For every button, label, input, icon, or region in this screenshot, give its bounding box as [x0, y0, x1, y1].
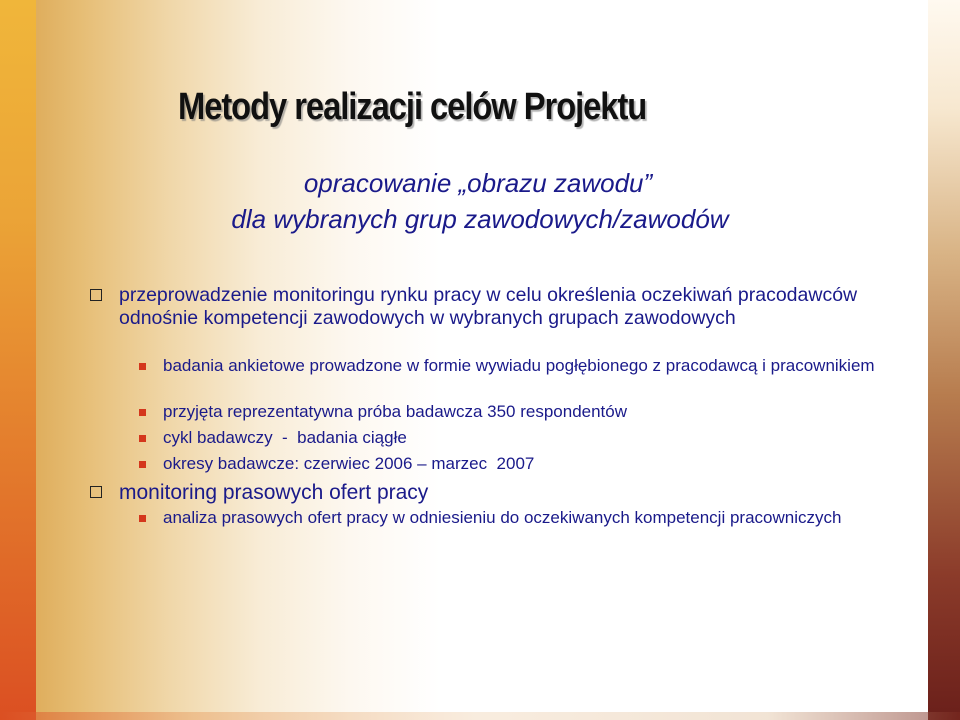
subtitle-line-1: opracowanie „obrazu zawodu”	[303, 168, 653, 198]
right-decorative-bar	[928, 0, 960, 720]
bullet-item-2	[90, 481, 890, 505]
sub-bullet-2-1-text: analiza prasowych ofert pracy w odniesieniu do oczekiwanych kompetencji pracowniczych	[163, 508, 842, 527]
sub-bullet-1-4-text: okresy badawcze: czerwiec 2006 – marzec 2007	[163, 454, 535, 473]
hollow-square-icon	[90, 289, 102, 301]
filled-square-icon	[139, 435, 146, 442]
sub-bullet-1-1	[139, 356, 899, 396]
filled-square-icon	[139, 409, 146, 416]
sub-bullet-1-4	[139, 454, 899, 474]
sub-bullet-2-1	[139, 508, 899, 548]
bullet-item-2-text: monitoring prasowych ofert pracy	[119, 481, 429, 504]
bullet-item-1-text: przeprowadzenie monitoringu rynku pracy w celu określenia oczekiwań pracodawców odnośnie kompetencji zawodowych w wybranych grupach zawodowych	[119, 284, 858, 329]
sub-bullet-1-3	[139, 428, 899, 448]
filled-square-icon	[139, 363, 146, 370]
sub-bullet-1-3-text: cykl badawczy - badania ciągłe	[163, 428, 407, 447]
sub-bullet-1-2-text: przyjęta reprezentatywna próba badawcza 350 respondentów	[163, 402, 628, 421]
subtitle-line-2: dla wybranych grup zawodowych/zawodów	[231, 204, 729, 234]
filled-square-icon	[139, 461, 146, 468]
sub-bullet-1-2	[139, 402, 899, 422]
sub-bullet-1-1-text: badania ankietowe prowadzone w formie wywiadu pogłębionego z pracodawcą i pracownikiem	[163, 356, 875, 375]
bullet-item-1	[90, 284, 890, 354]
bottom-decorative-strip	[0, 712, 960, 720]
filled-square-icon	[139, 515, 146, 522]
hollow-square-icon	[90, 486, 102, 498]
slide-title: Metody realizacji celów Projektu	[178, 86, 647, 128]
left-decorative-bar	[0, 0, 36, 720]
